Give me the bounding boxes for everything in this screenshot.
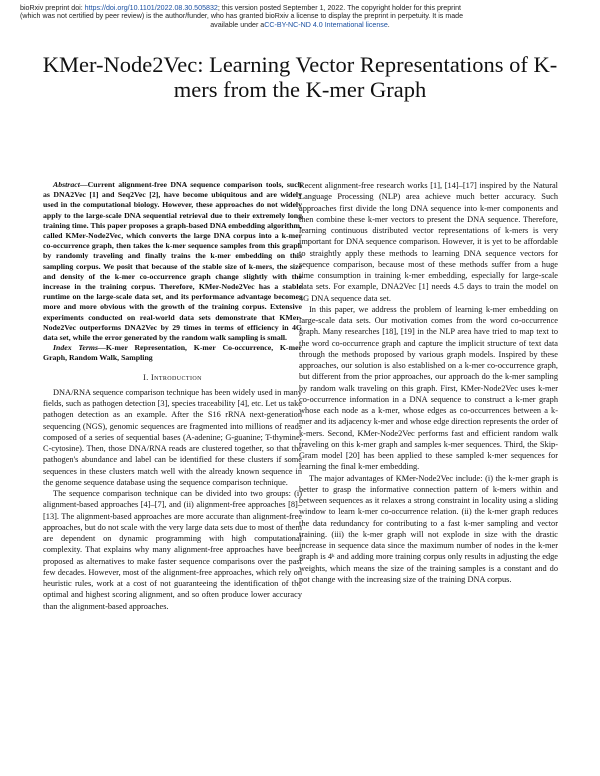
paper-title: KMer-Node2Vec: Learning Vector Representations of K-mers from the K-mer Graph	[42, 52, 558, 102]
index-terms	[43, 343, 302, 363]
abstract	[43, 180, 302, 343]
index-terms-lead: Index Terms	[53, 343, 99, 353]
paragraph: DNA/RNA sequence comparison technique has been widely used in many fields, such as pathogen detection [3], species traceability [4], etc. Let us take pathogen detection as an example. After the S16 rRNA next-generation sequencing (NGS), genomic sequences are fragmented into millions of reads composed of a series of sequential bases (A-adenine; G-guanine; T-thymine; C-cytosine). Then, those DNA/RNA reads are clustered together, so that the pathogen's abundance and label can be identified for these clusters if some sequences in these clusters match well with the already known sequence in the genome sequence database using the sequence comparison technique.	[43, 387, 302, 487]
preprint-license-line	[20, 21, 580, 29]
preprint-text-2: ; this version posted September 1, 2022. The copyright holder for this preprint	[217, 4, 462, 12]
index-terms-text: —K-mer Representation, K-mer Co-occurrence, K-mer Graph, Random Walk, Sampling	[43, 343, 302, 363]
abstract-text: —Current alignment-free DNA sequence comparison tools, such as DNA2Vec [1] and Seq2Vec [2], have become ubiquitous and are widely used in the computational biology. However, these approaches do not widely apply to the large-scale DNA sequential retrieval due to their extremely long training time. This paper proposes a graph-based DNA embedding algorithm, called KMer-Node2Vec, which converts the large DNA corpus into a k-mer co-occurrence graph, then takes the k-mer sequence samples from this graph by randomly traveling and finally trains the k-mer embedding on this sampling corpus. We posit that because of the stable size of k-mers, the size and density of the k-mer co-occurrence graph change slightly with the increase in the training corpus. Therefore, KMer-Node2Vec has a stable runtime on the large-scale data set, and its performance advantage becomes more and more obvious with the growth of the training corpus. Extensive experiments conducted on real-world data sets demonstrate that KMer-Node2Vec outperforms DNA2Vec by 29 times in terms of efficiency in 4G data set, while the error generated by the random walk sampling is small.	[43, 180, 302, 343]
section-heading-introduction: I. Introduction	[143, 372, 202, 382]
paragraph: In this paper, we address the problem of learning k-mer embedding on large-scale data sets. Our motivation comes from the word co-occurrence graph. Many researches [18], [19] in the NLP area have tried to map text to the word co-occurrence graph and capture the implicit structure of text data through the methods proposed by various graph models. Inspired by these approaches, our solution is also established on a k-mer co-occurrence graph, but different from the prior approaches, our approach do the k-mer sampling by random walk traveling on this graph. First, KMer-Node2Vec uses k-mer co-occurrence information in a DNA sequence to construct a k-mer graph whose each node as a k-mer, whose edges as co-occurrences between a k-mer and its adjacency k-mer and whose edge direction represents the order of k-mers. Second, KMer-Node2Vec performs fast and efficient random walk traveling on this k-mer graph and samples k-mer sequences. Third, the Skip-Gram model [20] has been applied to these sampled k-mer sequences for learning the final k-mer embedding.	[299, 304, 558, 472]
right-column	[299, 180, 558, 585]
paragraph: Recent alignment-free research works [1], [14]–[17] inspired by the Natural Language Processing (NLP) area achieve much better accuracy. Such approaches first divide the long DNA sequence into k-mer components and then combine these k-mer vectors to present the DNA sequence. Therefore, learning continuous distributed vector representations of k-mers is very important for DNA sequence comparison. However, it is yet to be affordable to straightly apply these methods to learning DNA sequence vectors for sequence comparison, because most of these methods suffer from a huge time consumption in training k-mer embedding, especially for large-scale data sets. For example, DNA2Vec [1] needs 4.5 days to train the model on 4G DNA sequence data set.	[299, 181, 558, 303]
doi-link[interactable]: https://doi.org/10.1101/2022.08.30.505832	[84, 4, 218, 12]
paragraph: The sequence comparison technique can be divided into two groups: (i) alignment-based approaches [4]–[7], and (ii) alignment-free approaches [8]–[13]. The alignment-based approaches are more accurate than alignment-free approaches, but do not scale with the very large data sets due to most of them are dependent on dynamic programming with high computational complexity. That explains why many alignment-free approaches have been proposed as alternatives to make faster sequence comparisons over the past few decades. However, most of the alignment-free approaches, which rely on heuristic rules, work at a cost of not guaranteeing the identification of the optimal and highest scoring alignment, and so often produce lower accuracy than the alignment-based approaches.	[43, 489, 302, 611]
preprint-text-3: (which was not certified by peer review) is the author/funder, who has granted bioRxiv a license to display the preprint in perpetuity. It is made	[20, 12, 464, 21]
left-column	[43, 180, 302, 612]
preprint-text-4: available under a	[210, 20, 265, 29]
preprint-text-1: bioRxiv preprint doi:	[20, 4, 85, 12]
preprint-notice	[20, 4, 580, 29]
abstract-lead: Abstract	[53, 180, 80, 189]
preprint-text-5: .	[387, 20, 390, 29]
license-link[interactable]: CC-BY-NC-ND 4.0 International license	[264, 20, 388, 29]
paragraph: The major advantages of KMer-Node2Vec include: (i) the k-mer graph is better to grasp the informative connection pattern of k-mers within and between sequences as it relaxes a strong constraint in locality using a sliding window to learn k-mer co-occurrence relation. (ii) the k-mer graph reduces the data redundancy for contributing to a fast k-mer sampling and vector training. (iii) the k-mer graph will not explode in size with the drastic increase in sequence data since the maximum number of nodes in the k-mer graph is 4ᵏ and adding more training corpus only results in adjusting the edge weights, which means the size of the training samples is a constant and do not change with the increasing size of the training DNA corpus.	[299, 473, 558, 584]
